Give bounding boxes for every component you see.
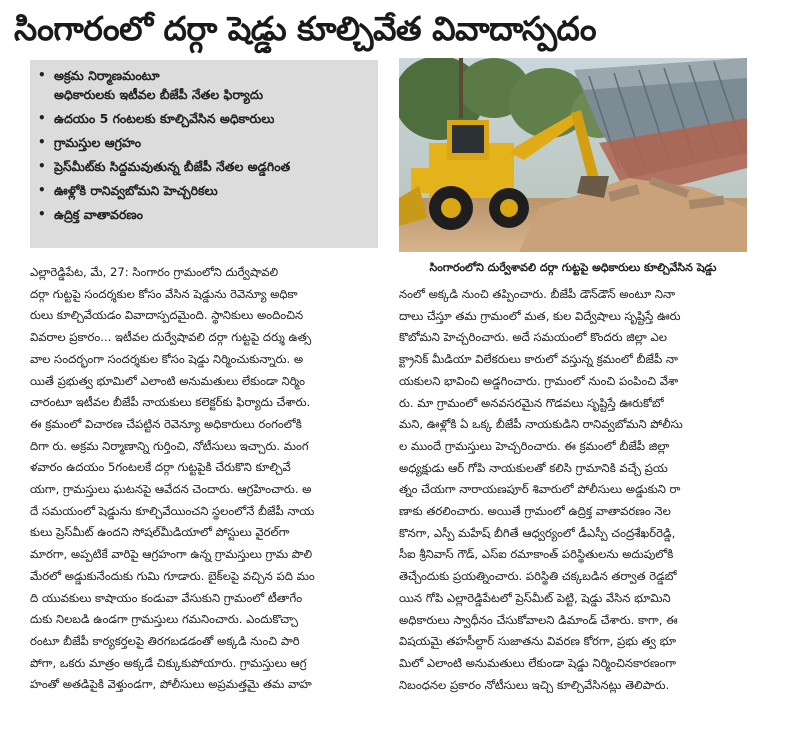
article-line: దుకు నిలబడి ఉండగా గ్రామస్తులు గమనించారు. ఎందుకొచ్చా	[30, 612, 298, 627]
article-line: సీఐ శ్రీనివాస్ గౌడ్, ఎస్ఐ రమాకాంత్ పరిస్థితులను అదుపులోకి	[399, 547, 674, 562]
highlight-text: గ్రామస్తుల ఆగ్రహం	[54, 135, 142, 150]
headline: సింగారంలో దర్గా షెడ్డు కూల్చివేత వివాదాస్పదం	[14, 9, 597, 48]
article-line: విషయమై తహసీల్దార్ సుజాతను వివరణ కోరగా, ప్రభు త్వ భూ	[399, 634, 677, 649]
article-line: రంటూ బీజేపీ కార్యకర్తలపై తిరగబడడంతో అక్కడి నుంచి పారి	[30, 633, 300, 648]
article-line: దర్గా గుట్టపై సందర్శకుల కోసం వేసిన షెడ్డును రెవెన్యూ అధికా	[30, 286, 298, 301]
bullet-icon: •	[38, 135, 46, 149]
highlight-text: ఉద్రిక్త వాతావరణం	[54, 207, 144, 222]
bullet-icon: •	[38, 68, 46, 82]
article-line: కులు ప్రెస్‌మీట్ ఉందని సోషల్‌మీడియాలో పోస్టులు వైరల్‌గా	[30, 525, 290, 540]
article-line: మిలో ఎలాంటి అనుమతులు లేకుండా షెడ్డు నిర్మించినకారణంగా	[399, 655, 677, 670]
article-line: దిగా రు. అక్రమ నిర్మాణాన్ని గుర్తించి, నోటీసులు ఇచ్చారు. మంగ	[30, 438, 309, 453]
article-line: ఎల్లారెడ్డిపేట, మే, 27: సింగారం గ్రామంలోని దుర్వేషావలి	[30, 265, 279, 279]
article-line: యితే ప్రభుత్వ భూమిలో ఎలాంటి అనుమతులు లేకుండా నిర్మిం	[30, 373, 306, 388]
article-line: వివరాల ప్రకారం... ఇటీవల దుర్వేషావలి దర్గా గుట్టపై దర్శు ఉత్స	[30, 330, 312, 345]
article-line: తెచ్చేందుకు ప్రయత్నించారు. పరిస్థితి చక్కబడిన తర్వాత రెడ్డబో	[399, 569, 677, 584]
highlight-item	[38, 205, 370, 224]
highlight-text: అధికారులకు ఇటీవల బీజేపీ నేతల ఫిర్యాదు	[54, 87, 264, 102]
bullet-icon: •	[38, 111, 46, 125]
article-line: ణాకు తరలించారు. అయితే గ్రామంలో ఉద్రిక్త వాతావరణం నెల	[399, 504, 671, 519]
news-photo	[399, 58, 747, 252]
article-line: నంలో అక్కడి నుంచి తప్పించారు. బీజేపీ డౌన్‌డౌన్ అంటూ నినా	[399, 287, 676, 301]
highlights-box	[30, 60, 378, 248]
highlight-item	[38, 109, 370, 128]
bullet-icon: •	[38, 183, 46, 197]
highlight-item	[38, 133, 370, 152]
demolition-scene-image	[399, 58, 747, 252]
bullet-icon: •	[38, 159, 46, 173]
highlight-item	[38, 181, 370, 200]
highlight-item	[38, 66, 370, 104]
article-line: రులు కూల్చివేయడం వివాదాస్పదమైంది. స్థానికులు అందించిన	[30, 308, 304, 323]
highlight-text: అక్రమ నిర్మాణమంటూ	[54, 68, 160, 83]
article-line: కొనగా, ఎస్పీ మహేష్ బీగితే ఆధ్వర్యంలో డీఎస్పీ చంద్రశేఖర్‌రెడ్డి,	[399, 525, 676, 540]
article-line: మేరలో అడ్డుకునేందుకు గుమి గూడారు. బైక్‌లపై వచ్చిన పది మం	[30, 568, 315, 583]
article-line: అధ్యక్షుడు ఆర్ గోపి నాయకులతో కలిసి గ్రామానికి వచ్చే ప్రయ	[399, 460, 668, 475]
article-line: వాల సందర్భంగా సందర్శకుల కోసం షెడ్డు నిర్మించుకున్నారు. అ	[30, 351, 304, 366]
article-line: యిన గోపి ఎల్లారెడ్డిపేటలో ప్రెస్‌మీట్ పెట్టి, షెడ్డు వేసిన భూమిని	[399, 590, 671, 605]
article-column-left	[30, 262, 380, 724]
photo-caption: సింగారంలోని దుర్వేశావలి దర్గా గుట్టపై అధికారులు కూల్చివేసిన షెడ్డు	[429, 261, 717, 274]
highlight-text: ప్రెస్‌మీట్‌కు సిద్ధమవుతున్న బీజేపీ నేతల అడ్డగింత	[54, 159, 291, 174]
highlight-item	[38, 157, 370, 176]
article-line: యకులని భావించి అడ్డగించారు. గ్రామంలో నుంచి పంపించి వేశా	[399, 373, 679, 388]
article-line: అధికారులు స్వాధీనం చేసుకోవాలని డిమాండ్ చేశారు. కాగా, ఈ	[399, 612, 678, 627]
article-line: చారంటూ ఇటీవల బీజేపీ నాయకులు కలెక్టర్‌కు ఫిర్యాదు చేశారు.	[30, 395, 311, 410]
article-line: యగా, గ్రామస్తులు ఘటనపై ఆవేదన చెందారు. ఆగ్రహించారు. అ	[30, 482, 312, 497]
highlight-text: ఉదయం 5 గంటలకు కూల్చివేసిన అధికారులు	[54, 111, 275, 126]
article-line: ఈ క్రమంలో విచారణ చేపట్టిన రెవెన్యూ అధికారులు రంగంలోకి	[30, 416, 302, 431]
article-line: నిబంధనల ప్రకారం నోటీసులు ఇచ్చి కూల్చివేసినట్లు తెలిపారు.	[399, 677, 670, 692]
article-line: రు. మా గ్రామంలో అనవసరమైన గొడవలు సృష్టిస్తే ఊరుకోబో	[399, 395, 664, 410]
article-line: దాలు చేస్తూ తమ గ్రామంలో మత, కుల విద్వేషాలు సృష్టిస్తే ఊరు	[399, 308, 681, 323]
article-line: క్ట్రానిక్ మీడియా విలేకరులు కారులో వస్తున్న క్రమంలో బీజేపీ నా	[399, 352, 678, 367]
article-line: కొబోమని హెచ్చరించారు. అదే సమయంలో కొందరు జిల్లా ఎల	[399, 330, 667, 345]
article-line: ల ముందే గ్రామస్తులు హెచ్చరించారు. ఈ క్రమంలో బీజేపీ జిల్లా	[399, 438, 670, 453]
article-column-right	[399, 284, 751, 724]
bullet-icon: •	[38, 207, 46, 221]
article-line: త్నం చేయగా నారాయణపూర్ శివారులో పోలీసులు అడ్డుకుని రా	[399, 482, 681, 497]
article-line: ళవారం ఉదయం 5గంటలకే దర్గా గుట్టపైకి చేరుకొని కూల్చివే	[30, 460, 291, 475]
article-line: మని, ఊళ్లోకి ఏ ఒక్క బీజేపీ నాయకుడిని రానివ్వబోమని పోలీసు	[399, 417, 683, 432]
article-line: దే సమయంలో షెడ్డును కూల్చివేయించని స్థలంలోనే బీజేపీ నాయ	[30, 503, 315, 518]
article-line: పోగా, ఒకరు మాత్రం అక్కడే చిక్కుకుపోయారు. గ్రామస్తులు ఆగ్ర	[30, 655, 307, 670]
article-line: ది యువకులు కాషాయం కండువా వేసుకుని గ్రామంలో టీతాగేం	[30, 590, 303, 605]
highlight-text: ఊళ్లోకి రానివ్వబోమని హెచ్చరికలు	[54, 183, 218, 198]
article-line: హంతో అతడిపైకి వెళ్తుండగా, పోలీసులు అప్రమత్తమై తమ వాహ	[30, 677, 312, 692]
article-line: మారగా, అప్పటికే వారిపై ఆగ్రహంగా ఉన్న గ్రామస్తులు గ్రామ పొలి	[30, 547, 313, 562]
